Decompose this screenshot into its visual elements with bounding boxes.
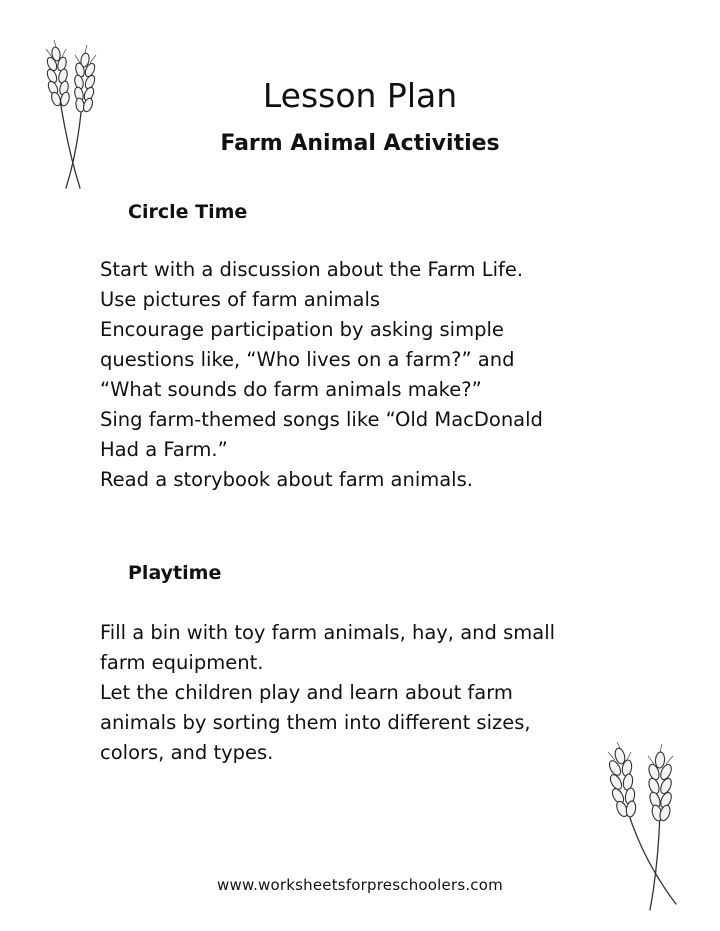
list-item: “What sounds do farm animals make?” [100, 378, 482, 401]
circle-time-list [100, 255, 660, 495]
list-item: Use pictures of farm animals [100, 288, 381, 311]
playtime-list [100, 618, 660, 768]
section-heading-circle-time: Circle Time [128, 201, 248, 223]
list-item: Read a storybook about farm animals. [100, 468, 473, 491]
list-item: Start with a discussion about the Farm Life. [100, 258, 524, 281]
list-item: animals by sorting them into different sizes, [100, 711, 531, 734]
list-item: questions like, “Who lives on a farm?” and [100, 348, 515, 371]
list-item: Had a Farm.” [100, 438, 228, 461]
list-item: Encourage participation by asking simple [100, 318, 504, 341]
section-heading-playtime: Playtime [128, 562, 222, 584]
footer-url: www.worksheetsforpreschoolers.com [217, 876, 503, 894]
list-item: Let the children play and learn about farm [100, 681, 513, 704]
list-item: colors, and types. [100, 741, 274, 764]
list-item: Sing farm-themed songs like “Old MacDonald [100, 408, 543, 431]
page-title: Lesson Plan [262, 76, 458, 115]
list-item: Fill a bin with toy farm animals, hay, and small [100, 621, 556, 644]
list-item: farm equipment. [100, 651, 264, 674]
page-subtitle: Farm Animal Activities [220, 131, 500, 156]
